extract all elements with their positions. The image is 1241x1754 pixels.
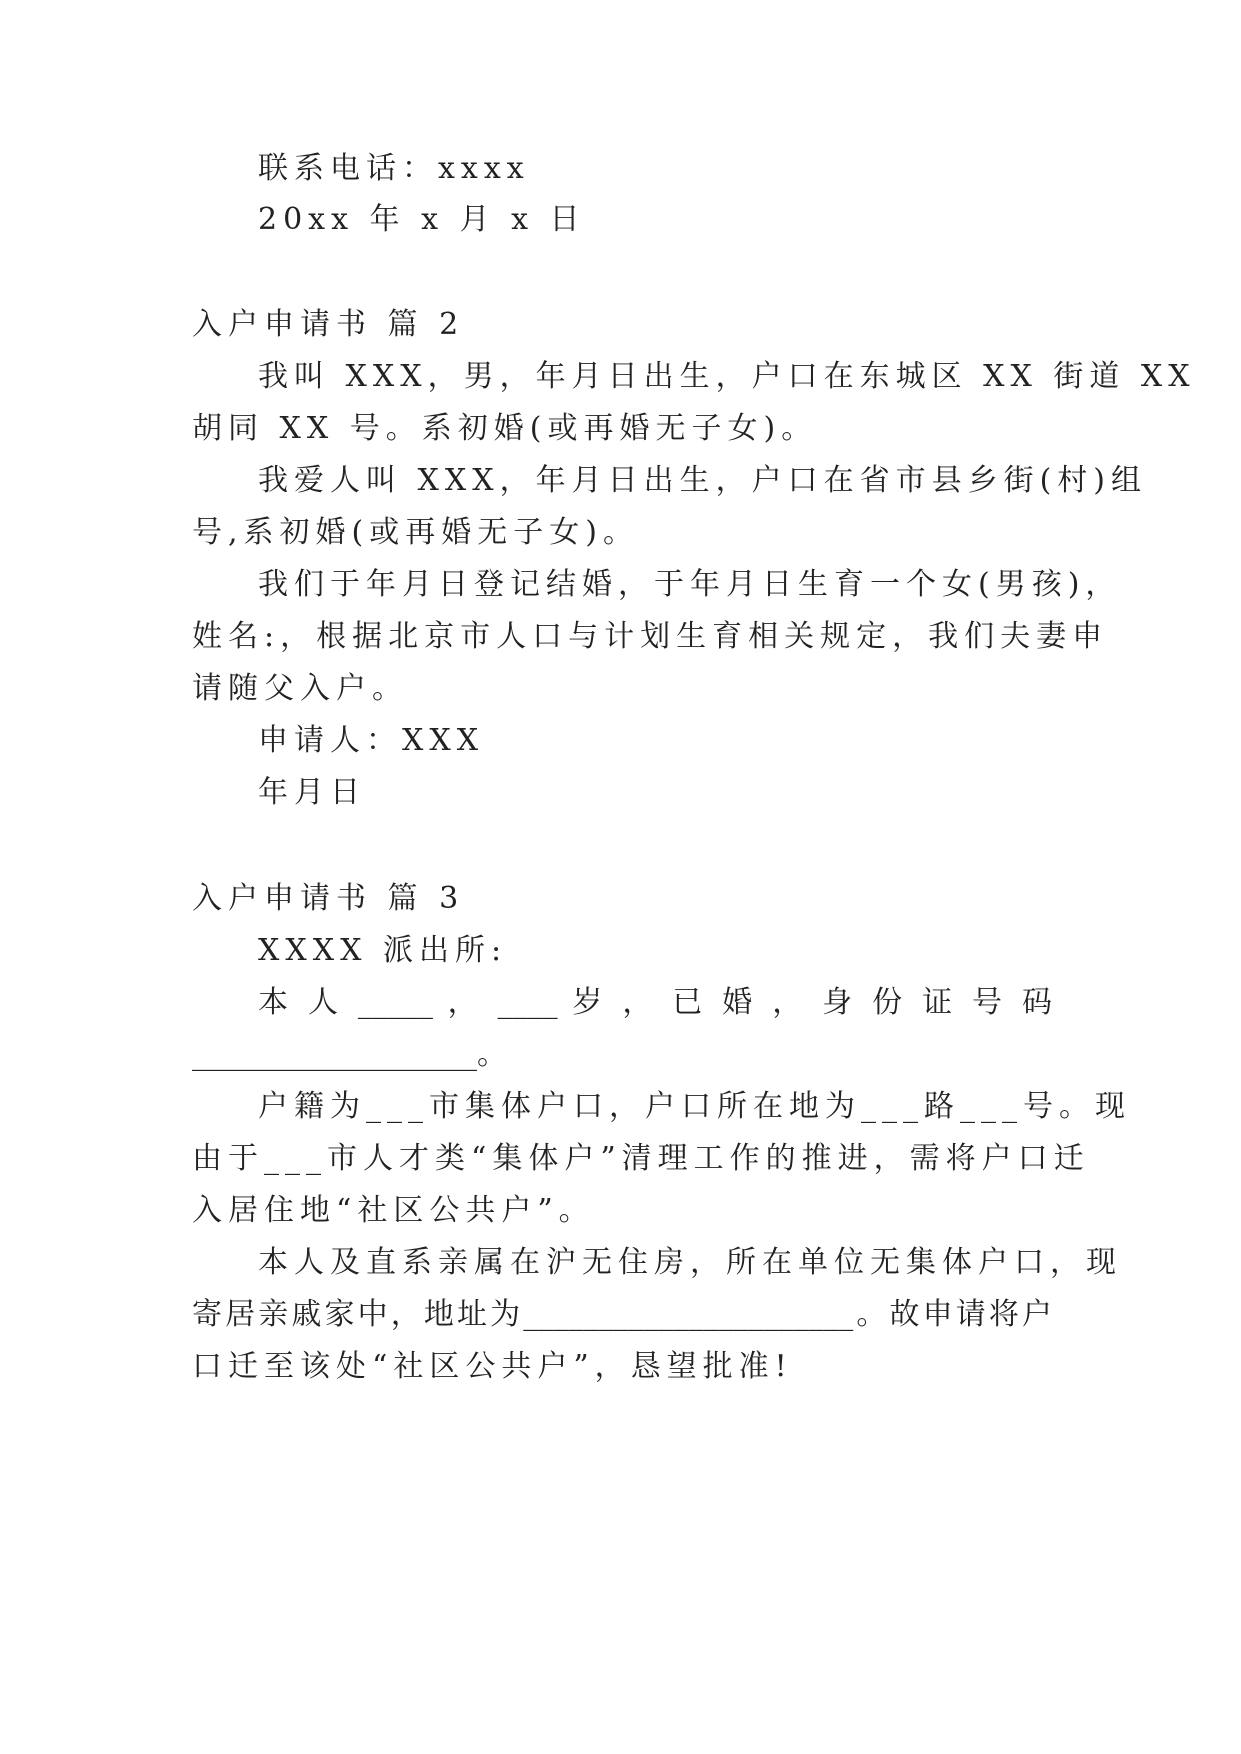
addressee-line: XXXX 派出所: — [258, 933, 508, 968]
paragraph-line: 入居住地“社区公共户”。 — [192, 1193, 595, 1228]
paragraph-line: 由于___市人才类“集体户”清理工作的推进，需将户口迁 — [192, 1141, 1090, 1176]
applicant-line: 申请人：XXX — [258, 723, 485, 758]
paragraph-line: 我叫 XXX，男，年月日出生，户口在东城区 XX 街道 XX — [258, 359, 1196, 394]
paragraph-line: 寄居亲戚家中，地址为______________________。故申请将户 — [192, 1297, 1052, 1332]
paragraph-line: 号,系初婚(或再婚无子女)。 — [192, 515, 639, 550]
date-line: 年月日 — [258, 775, 366, 810]
paragraph-line: 我们于年月日登记结婚，于年月日生育一个女(男孩)， — [258, 567, 1122, 602]
paragraph-line: 我爱人叫 XXX，年月日出生，户口在省市县乡街(村)组 — [258, 463, 1148, 498]
paragraph-line: 本人及直系亲属在沪无住房，所在单位无集体户口，现 — [258, 1245, 1122, 1280]
paragraph-line: 本 人 _____ ， ____ 岁 ， 已 婚 ， 身 份 证 号 码 — [258, 985, 1052, 1020]
date-line: 20xx 年 x 月 x 日 — [258, 202, 586, 237]
section-heading-3: 入户申请书 篇 3 — [192, 881, 465, 916]
paragraph-line: 请随父入户。 — [192, 671, 408, 706]
section-heading-2: 入户申请书 篇 2 — [192, 307, 465, 342]
contact-phone: 联系电话：xxxx — [258, 151, 530, 186]
paragraph-line: 户籍为___市集体户口，户口所在地为___路___号。现 — [258, 1089, 1131, 1124]
paragraph-line: 姓名:，根据北京市人口与计划生育相关规定，我们夫妻申 — [192, 619, 1109, 654]
paragraph-line: 口迁至该处“社区公共户”，恳望批准! — [192, 1349, 793, 1384]
paragraph-line: 胡同 XX 号。系初婚(或再婚无子女)。 — [192, 411, 818, 446]
paragraph-line: ___________________。 — [192, 1037, 507, 1072]
